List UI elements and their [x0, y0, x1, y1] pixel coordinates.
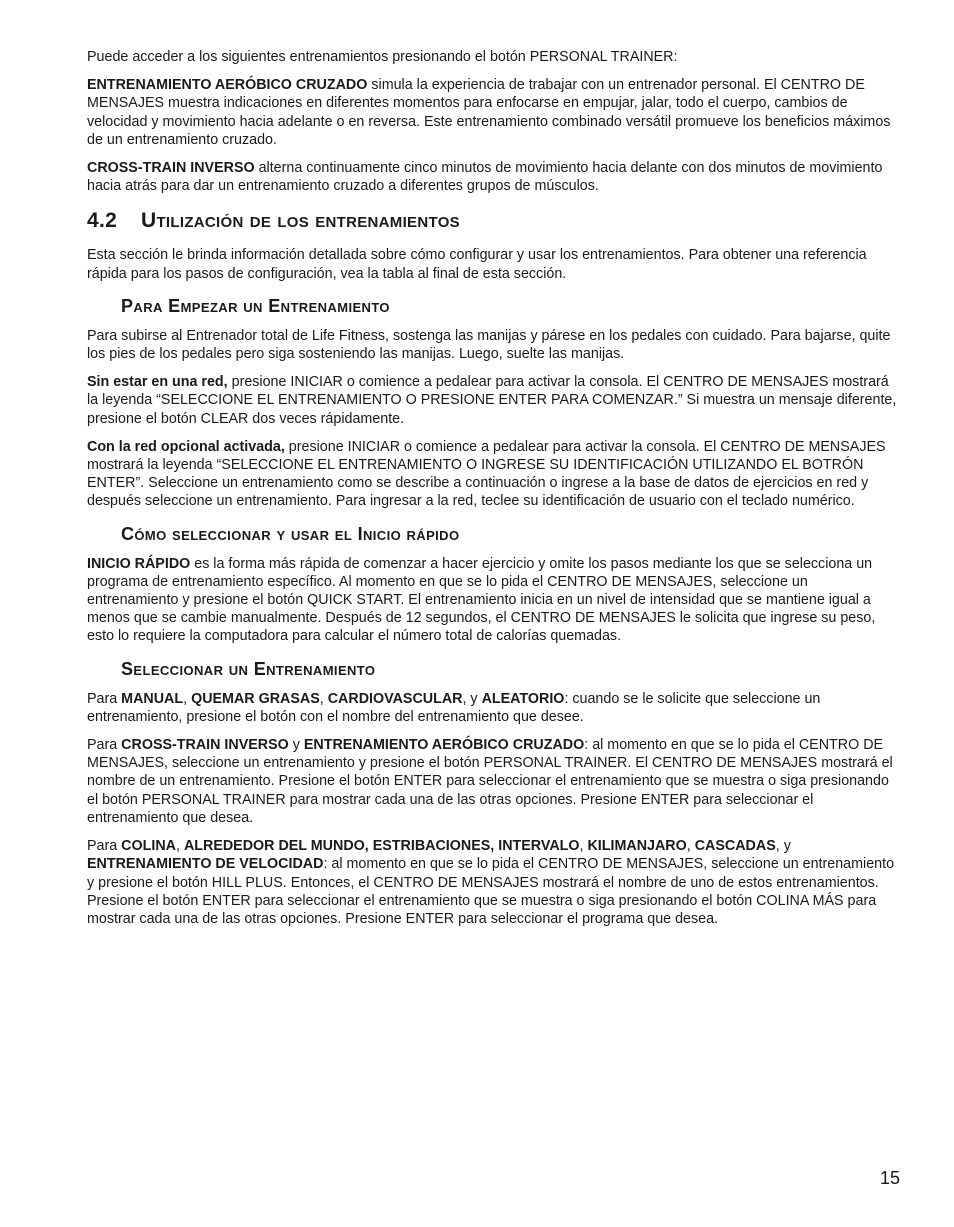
term-cardiovascular: CARDIOVASCULAR [327, 690, 463, 707]
separator: , [175, 838, 184, 855]
section-intro: Esta sección le brinda información detallada sobre cómo configurar y usar los entrenamientos. Para obtener una referencia rápida para los pasos de configuración, vea la tabla al final de esta sección. [87, 247, 867, 282]
section-number: 4.2 [87, 209, 118, 233]
separator: , y [775, 838, 791, 855]
term-alrededor-del-mundo: ALREDEDOR DEL MUNDO, ESTRIBACIONES, INTERVALO [183, 838, 580, 855]
seleccionar-paragraph-2 [87, 736, 902, 827]
inicio-rapido-term: INICIO RÁPIDO [87, 555, 191, 572]
term-aerobico-cruzado: ENTRENAMIENTO AERÓBICO CRUZADO [303, 737, 585, 754]
separator: , [686, 838, 695, 855]
intro-aerobico-paragraph [87, 76, 902, 149]
separator: , [319, 690, 328, 707]
separator: , y [462, 690, 482, 707]
paragraph-rest: : al momento en que se lo pida el CENTRO DE MENSAJES, seleccione un entrenamiento y presione el botón PERSONAL TRAINER. El CENTRO DE MENSAJES mostrará el nombre de un entrenamiento. Presione el botón ENTER para seleccionar el entrenamiento que se muestra o siga presionando el botón PERSONAL TRAINER para mostrar cada una de las otras opciones. Presione ENTER para seleccionar el entrenamiento que desea. [87, 737, 893, 826]
inverso-term: CROSS-TRAIN INVERSO [87, 160, 255, 177]
term-aleatorio: ALEATORIO [481, 690, 565, 707]
con-red-term: Con la red opcional activada, [87, 438, 285, 455]
para-text: Para [87, 838, 122, 855]
term-cascadas: CASCADAS [694, 838, 776, 855]
inicio-rapido-text: es la forma más rápida de comenzar a hacer ejercicio y omite los pasos mediante los que se selecciona un programa de entrenamiento específico. Al momento en que se lo pida el CENTRO DE MENSAJES, seleccione un entrenamiento y presione el botón QUICK START. El entrenamiento inicia en un nivel de intensidad que se mantiene igual a menos que se cambie manualmente. Después de 12 segundos, el CENTRO DE MENSAJES le solicita que ingrese su peso, esto lo requiere la computadora para calcular el número total de calorías quemadas. [87, 555, 876, 645]
subheading-empezar: Para Empezar un Entrenamiento [121, 295, 390, 316]
document-page [87, 48, 902, 938]
subheading-inicio-rapido: Cómo seleccionar y usar el Inicio rápido [121, 523, 460, 544]
empezar-paragraph-1: Para subirse al Entrenador total de Life Fitness, sostenga las manijas y párese en los pedales con cuidado. Para bajarse, quite los pies de los pedales pero siga sosteniendo las manijas. Luego, suelte las manijas. [87, 327, 891, 363]
paragraph-rest: : cuando se le solicite que seleccione un entrenamiento, presione el botón con el nombre del entrenamiento que desee. [87, 690, 821, 725]
term-cross-train-inverso: CROSS-TRAIN INVERSO [121, 737, 289, 754]
aerobico-term: ENTRENAMIENTO AERÓBICO CRUZADO [87, 77, 368, 94]
sin-red-term: Sin estar en una red, [87, 374, 228, 391]
term-entrenamiento-velocidad: ENTRENAMIENTO DE VELOCIDAD [87, 856, 324, 873]
separator: , [579, 838, 588, 855]
inverso-text: alterna continuamente cinco minutos de movimiento hacia delante con dos minutos de movimiento hacia atrás para dar un entrenamiento cruzado a diferentes grupos de músculos. [87, 160, 883, 195]
section-heading [87, 209, 902, 233]
term-manual: MANUAL [121, 690, 184, 707]
section-title: Utilización de los entrenamientos [141, 209, 460, 233]
aerobico-text: simula la experiencia de trabajar con un entrenador personal. El CENTRO DE MENSAJES muestra indicaciones en diferentes momentos para enfocarse en empujar, jalar, todo el cuerpo, cambios de velocidad y movimiento hacia adelante o en reversa. Este entrenamiento combinado versátil promueve los beneficios máximos de un entrenamiento cruzado. [87, 77, 891, 148]
para-text: Para [87, 690, 122, 707]
intro-inverso-paragraph [87, 159, 902, 195]
sin-red-text: presione INICIAR o comience a pedalear para activar la consola. El CENTRO DE MENSAJES mostrará la leyenda “SELECCIONE EL ENTRENAMIENTO O PRESIONE ENTER PARA COMENZAR.” Si muestra un mensaje diferente, presione el botón CLEAR dos veces rápidamente. [87, 374, 897, 427]
intro-lead: Puede acceder a los siguientes entrenamientos presionando el botón PERSONAL TRAINER: [87, 49, 678, 65]
seleccionar-paragraph-1 [87, 690, 902, 726]
empezar-paragraph-2 [87, 373, 902, 428]
page-number: 15 [880, 1168, 901, 1188]
term-quemar-grasas: QUEMAR GRASAS [191, 690, 320, 707]
empezar-paragraph-3 [87, 438, 902, 511]
seleccionar-paragraph-3 [87, 837, 902, 928]
separator: , [183, 690, 192, 707]
para-text: Para [87, 737, 122, 754]
con-red-text: presione INICIAR o comience a pedalear para activar la consola. El CENTRO DE MENSAJES mostrará la leyenda “SELECCIONE EL ENTRENAMIENTO O INGRESE SU IDENTIFICACIÓN UTILIZANDO EL BOTRÓN ENTER”. Seleccione un entrenamiento como se describe a continuación o ingrese a la base de datos de ejercicios en red y después seleccione un entrenamiento. Para ingresar a la red, teclee su identificación de usuario con el teclado numérico. [87, 438, 886, 510]
term-colina: COLINA [121, 838, 176, 855]
inicio-rapido-paragraph [87, 555, 902, 646]
subheading-seleccionar: Seleccionar un Entrenamiento [121, 658, 376, 679]
term-kilimanjaro: KILIMANJARO [587, 838, 687, 855]
paragraph-rest: : al momento en que se lo pida el CENTRO DE MENSAJES, seleccione un entrenamiento y presione el botón HILL PLUS. Entonces, el CENTRO DE MENSAJES mostrará el nombre de uno de estos entrenamientos. Presione el botón ENTER para seleccionar el entrenamiento que se muestra o siga presionando el botón COLINA MÁS para mostrar cada una de las otras opciones. Presione ENTER para seleccionar el programa que desea. [87, 856, 895, 927]
separator: y [288, 737, 304, 754]
